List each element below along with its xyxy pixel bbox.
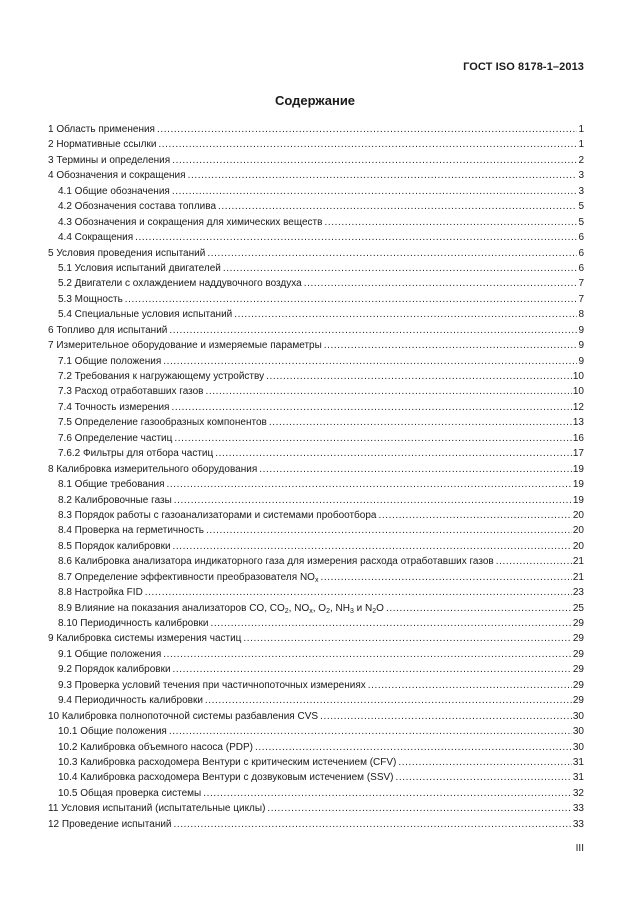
toc-entry[interactable] [48,523,584,538]
toc-entry-page: 29 [572,664,584,676]
toc-entry[interactable] [48,801,584,816]
toc-entry-page: 19 [572,463,584,475]
document-code: ГОСТ ISO 8178-1–2013 [463,61,584,73]
toc-leader-dots [386,601,572,616]
toc-entry-label: 9 Калибровка системы измерения частиц [48,633,242,645]
toc-entry-page: 33 [572,803,584,815]
toc-entry-page: 8 [578,309,584,321]
toc-entry-label: 7.5 Определение газообразных компонентов [58,417,267,429]
toc-entry-page: 9 [578,324,584,336]
toc-entry-page: 12 [572,401,584,413]
page-number: III [575,843,584,854]
toc-entry-page: 5 [578,201,584,213]
toc-leader-dots [243,631,571,646]
toc-entry[interactable] [48,570,584,585]
table-of-contents [48,122,584,832]
toc-entry-page: 9 [578,340,584,352]
toc-entry[interactable] [48,539,584,554]
toc-entry-label: 10 Калибровка полнопоточной системы разбавления CVS [48,710,319,722]
toc-entry-label: 7.1 Общие положения [58,355,162,367]
toc-leader-dots [135,230,577,245]
toc-leader-dots [174,817,572,832]
toc-leader-dots [167,477,572,492]
toc-entry-page: 20 [572,509,584,521]
toc-leader-dots [398,755,571,770]
toc-entry-page: 5 [578,216,584,228]
toc-entry-page: 29 [572,648,584,660]
toc-entry[interactable] [48,168,584,183]
toc-leader-dots [188,168,578,183]
toc-entry[interactable] [48,384,584,399]
toc-entry-page: 21 [572,556,584,568]
toc-entry[interactable] [48,276,584,291]
toc-entry-label: 10.3 Калибровка расходомера Вентури с критическим истечением (CFV) [58,756,397,768]
toc-entry-label: 8.6 Калибровка анализатора индикаторного газа для измерения расхода отработавших газов [58,556,494,568]
toc-leader-dots [174,431,572,446]
toc-leader-dots [496,554,572,569]
toc-entry-label: 3 Термины и определения [48,154,171,166]
toc-entry[interactable] [48,477,584,492]
toc-entry[interactable] [48,678,584,693]
toc-entry-page: 29 [572,633,584,645]
toc-entry[interactable] [48,755,584,770]
toc-leader-dots [206,523,572,538]
toc-leader-dots [266,369,572,384]
toc-entry-page: 2 [578,154,584,166]
toc-entry-page: 30 [572,710,584,722]
toc-leader-dots [218,199,577,214]
toc-entry-label: 1 Область применения [48,124,155,135]
toc-entry-page: 20 [572,525,584,537]
toc-entry[interactable] [48,462,584,477]
toc-entry-page: 31 [572,772,584,784]
toc-entry[interactable] [48,199,584,214]
toc-leader-dots [207,246,577,261]
toc-leader-dots [171,400,571,415]
toc-leader-dots [324,338,578,353]
toc-entry-label: 7.2 Требования к нагружающему устройству [58,371,265,382]
toc-entry-page: 30 [572,741,584,753]
toc-entry-label: 11 Условия испытаний (испытательные циклы) [48,803,266,815]
toc-entry-page: 3 [578,185,584,197]
toc-entry-label: 7.6.2 Фильтры для отбора частиц [58,448,214,460]
toc-entry[interactable] [48,323,584,338]
toc-entry-label: 4.2 Обозначения состава топлива [58,201,217,213]
toc-entry[interactable] [48,338,584,353]
toc-entry-label: 7 Измерительное оборудование и измеряемые параметры [48,340,322,352]
toc-entry[interactable] [48,740,584,755]
toc-leader-dots [163,647,572,662]
toc-entry-page: 16 [572,432,584,444]
toc-entry-label: 2 Нормативные ссылки [48,139,157,151]
toc-entry-page: 17 [572,448,584,460]
toc-leader-dots [223,261,578,276]
toc-entry-page: 10 [572,386,584,398]
toc-entry-label: 8.9 Влияние на показания анализаторов CO, $CO_2$, $NO_x$, $O_2$, $NH_3$ и $N_2O$ [58,602,384,615]
toc-entry-label: 7.3 Расход отработавших газов [58,386,204,398]
toc-leader-dots [368,678,572,693]
toc-entry[interactable] [48,616,584,631]
toc-leader-dots [234,307,577,322]
toc-leader-dots [158,137,577,152]
toc-entry[interactable] [48,246,584,261]
toc-leader-dots [255,740,572,755]
toc-entry-page: 30 [572,726,584,738]
toc-entry[interactable] [48,153,584,168]
toc-entry[interactable] [48,601,584,616]
toc-entry-label: 5.3 Мощность [58,293,123,305]
toc-entry[interactable] [48,493,584,508]
toc-entry-label: 8.4 Проверка на герметичность [58,525,205,537]
toc-entry-page: 29 [572,695,584,707]
toc-leader-dots [174,493,572,508]
toc-entry-page: 33 [572,818,584,830]
toc-entry-label: 10.4 Калибровка расходомера Вентури с дозвуковым истечением (SSV) [58,772,394,784]
toc-leader-dots [173,662,572,677]
toc-entry[interactable] [48,631,584,646]
toc-entry-page: 6 [578,232,584,244]
toc-entry-label: 9.2 Порядок калибровки [58,664,171,676]
toc-entry[interactable] [48,261,584,276]
toc-entry-label: 4.1 Общие обозначения [58,185,170,197]
toc-entry-page: 29 [572,618,584,629]
toc-leader-dots [125,292,578,307]
toc-entry[interactable] [48,647,584,662]
toc-entry[interactable] [48,554,584,569]
toc-entry-page: 20 [572,540,584,552]
toc-entry-label: 10.2 Калибровка объемного насоса (PDP) [58,741,253,753]
toc-entry-page: 25 [572,602,584,614]
toc-leader-dots [215,446,572,461]
toc-entry-label: 12 Проведение испытаний [48,818,172,830]
toc-entry[interactable] [48,446,584,461]
toc-leader-dots [324,215,577,230]
toc-entry-page: 13 [572,417,584,429]
toc-leader-dots [320,709,572,724]
toc-entry[interactable] [48,354,584,369]
toc-entry[interactable] [48,709,584,724]
toc-entry-page: 7 [578,278,584,290]
toc-entry-label: 8 Калибровка измерительного оборудования [48,463,258,475]
toc-leader-dots [320,570,571,585]
toc-entry[interactable] [48,415,584,430]
toc-entry[interactable] [48,369,584,384]
toc-entry-label: 5.2 Двигатели с охлаждением наддувочного воздуха [58,278,302,290]
toc-entry-label: 10.5 Общая проверка системы [58,787,202,799]
toc-entry-page: 23 [572,587,584,599]
toc-entry-page: 19 [572,494,584,506]
toc-leader-dots [267,801,571,816]
toc-leader-dots [169,724,572,739]
toc-entry[interactable] [48,770,584,785]
toc-entry[interactable] [48,230,584,245]
toc-leader-dots [206,384,572,399]
toc-leader-dots [259,462,572,477]
toc-entry[interactable] [48,215,584,230]
toc-entry-page: 6 [578,247,584,259]
toc-entry-label: 5.4 Специальные условия испытаний [58,309,233,321]
toc-leader-dots [269,415,572,430]
toc-title: Содержание [274,93,356,108]
toc-entry-label: 7.4 Точность измерения [58,401,170,413]
toc-entry-label: 4 Обозначения и сокращения [48,170,186,182]
toc-entry-page: 31 [572,756,584,768]
toc-entry[interactable] [48,786,584,801]
toc-entry-page: 6 [578,262,584,274]
toc-entry-page: 7 [578,293,584,305]
toc-entry-label: 4.4 Сокращения [58,232,134,244]
toc-leader-dots [163,354,577,369]
toc-leader-dots [145,585,572,600]
toc-entry-page: 29 [572,679,584,691]
toc-entry-label: 9.3 Проверка условий течения при частичнопоточных измерениях [58,679,366,691]
toc-entry[interactable] [48,585,584,600]
toc-leader-dots [169,323,577,338]
toc-entry-label: 8.7 Определение эффективности преобразователя $NO_x$ [58,571,319,584]
toc-leader-dots [205,693,572,708]
toc-entry[interactable] [48,292,584,307]
toc-leader-dots [157,122,577,137]
toc-entry[interactable] [48,307,584,322]
toc-entry-label: 5 Условия проведения испытаний [48,247,206,259]
toc-entry[interactable] [48,122,584,137]
toc-leader-dots [203,786,572,801]
toc-entry-label: 5.1 Условия испытаний двигателей [58,262,221,274]
toc-entry[interactable] [48,508,584,523]
toc-entry-page: 10 [572,371,584,382]
toc-entry-label: 7.6 Определение частиц [58,432,173,444]
toc-entry-label: 6 Топливо для испытаний [48,324,168,336]
toc-leader-dots [172,153,577,168]
toc-entry-label: 8.1 Общие требования [58,479,165,491]
toc-entry[interactable] [48,724,584,739]
toc-entry-label: 4.3 Обозначения и сокращения для химических веществ [58,216,323,228]
toc-entry[interactable] [48,184,584,199]
toc-entry[interactable] [48,400,584,415]
toc-entry-page: 1 [578,139,584,151]
toc-entry-page: 32 [572,787,584,799]
toc-entry-page: 3 [578,170,584,182]
toc-leader-dots [172,184,578,199]
toc-entry[interactable] [48,662,584,677]
toc-entry[interactable] [48,431,584,446]
toc-entry[interactable] [48,817,584,832]
toc-entry-page: 19 [572,479,584,491]
toc-entry-page: 21 [572,571,584,583]
toc-entry-label: 8.5 Порядок калибровки [58,540,171,552]
toc-entry-label: 8.10 Периодичность калибровки [58,618,209,629]
toc-entry-page: 1 [578,124,584,135]
toc-entry-label: 9.4 Периодичность калибровки [58,695,203,707]
toc-entry[interactable] [48,693,584,708]
toc-entry-label: 9.1 Общие положения [58,648,162,660]
toc-leader-dots [395,770,571,785]
toc-entry-label: 8.2 Калибровочные газы [58,494,172,506]
toc-entry-label: 10.1 Общие положения [58,726,167,738]
toc-leader-dots [304,276,578,291]
toc-leader-dots [210,616,571,631]
toc-leader-dots [173,539,572,554]
toc-leader-dots [378,508,571,523]
toc-entry[interactable] [48,137,584,152]
toc-entry-label: 8.8 Настройка FID [58,587,143,599]
toc-entry-page: 9 [578,355,584,367]
toc-entry-label: 8.3 Порядок работы с газоанализаторами и системами пробоотбора [58,509,377,521]
